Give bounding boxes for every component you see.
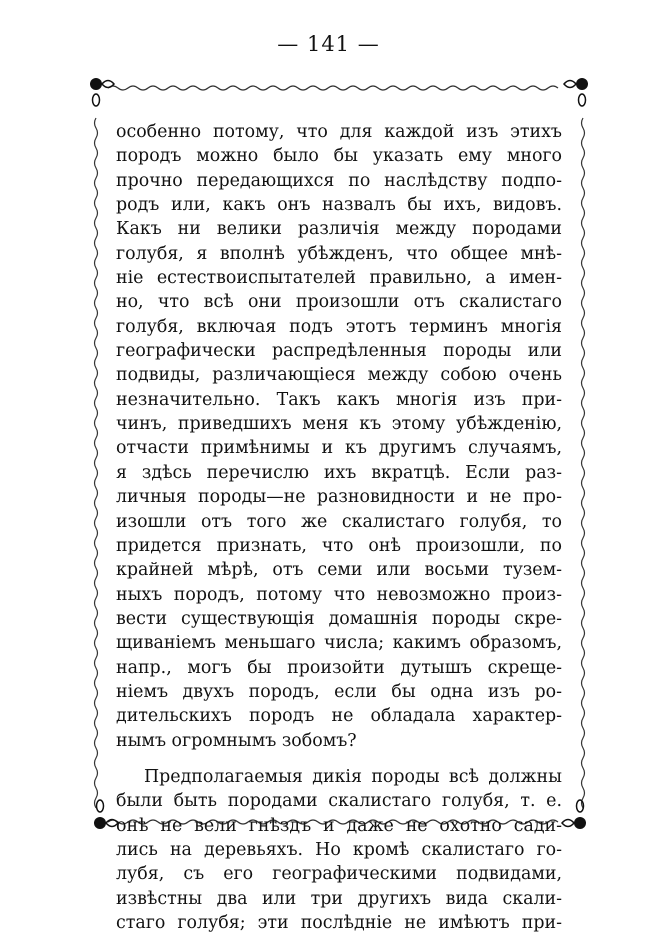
- body-line: ныхъ породъ, потому что невозможно произ-: [116, 584, 562, 605]
- body-line: придется признать, что онѣ произошли, по: [116, 535, 562, 556]
- body-line: подвиды, различающіеся между собою очень: [116, 365, 562, 386]
- body-line: стаго голубя; эти послѣдніе не имѣютъ при-: [116, 913, 562, 933]
- page-number: — 141 —: [277, 32, 380, 56]
- body-line: крайней мѣрѣ, отъ семи или восьми тузем-: [116, 560, 562, 581]
- body-line: я здѣсь перечислю ихъ вкратцѣ. Если раз-: [116, 462, 562, 483]
- body-line: изошли отъ того же скалистаго голубя, то: [116, 511, 562, 532]
- body-line: были быть породами скалистаго голубя, т. е.: [116, 791, 562, 812]
- body-line: дительскихъ породъ не обладала характер-: [116, 706, 562, 727]
- body-line: личныя породы—не разновидности и не про-: [116, 487, 562, 508]
- body-line: породъ можно было бы указать ему много: [116, 146, 562, 167]
- body-text: [116, 120, 562, 935]
- body-line: щиваніемъ меньшаго числа; какимъ образомъ,: [116, 633, 562, 654]
- top-border-rule: [108, 86, 558, 90]
- body-line: незначительно. Такъ какъ многія изъ при-: [116, 389, 562, 410]
- body-line: особенно потому, что для каждой изъ этихъ: [116, 122, 562, 142]
- corner-ornament-top-left: [90, 78, 114, 106]
- corner-ornament-top-right: [564, 78, 588, 106]
- body-line: чинъ, приведшихъ меня къ этому убѣжденію,: [116, 414, 562, 435]
- body-line: прочно передающихся по наслѣдству подпо-: [116, 170, 562, 191]
- body-line: голубя, включая подъ этотъ терминъ многія: [116, 316, 562, 337]
- body-line: напр., могъ бы произойти дутышъ скреще-: [116, 657, 562, 678]
- body-line: лись на деревьяхъ. Но кромѣ скалистаго го-: [116, 839, 562, 860]
- body-line: но, что всѣ они произошли отъ скалистаго: [116, 292, 562, 313]
- body-line: извѣстны два или три другихъ вида скали-: [116, 888, 562, 909]
- body-line: лубя, съ его географическими подвидами,: [116, 864, 562, 885]
- body-line: ніемъ двухъ породъ, если бы одна изъ ро-: [116, 681, 562, 702]
- body-line: отчасти примѣнимы и къ другимъ случаямъ,: [116, 438, 562, 459]
- corner-ornament-bottom-right: [562, 800, 586, 829]
- paragraph-start-line: Предполагаемыя дикія породы всѣ должны: [144, 766, 562, 787]
- body-line: географически распредѣленныя породы или: [116, 341, 562, 362]
- body-line: голубя, я вполнѣ убѣжденъ, что общее мнѣ-: [116, 243, 562, 264]
- body-line: вести существующія домашнія породы скре-: [116, 608, 562, 629]
- body-line: онѣ не вели гнѣздъ и даже не охотно сади-: [116, 815, 562, 836]
- body-line: Какъ ни велики различія между породами: [116, 219, 562, 240]
- body-line: нымъ огромнымъ зобомъ?: [116, 730, 357, 751]
- body-line: ніе естествоиспытателей правильно, а имен-: [116, 268, 562, 289]
- body-line: родъ или, какъ онъ назвалъ бы ихъ, видовъ.: [116, 195, 562, 216]
- corner-ornament-bottom-left: [94, 800, 118, 829]
- right-border-rule: [582, 118, 585, 808]
- left-border-rule: [95, 118, 98, 808]
